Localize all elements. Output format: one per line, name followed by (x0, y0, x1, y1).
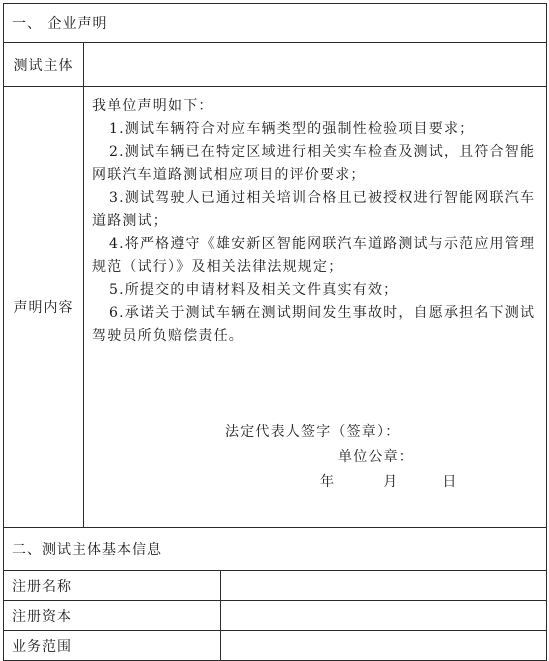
declaration-item-4: 4.将严格遵守《雄安新区智能网联汽车道路测试与示范应用管理规范（试行）》及相关法律法规规定； (92, 236, 536, 275)
business-scope-label: 业务范围 (4, 631, 221, 661)
company-seal: 单位公章： (338, 449, 414, 465)
legal-representative-signature: 法定代表人签字（签章）： (225, 424, 401, 440)
declaration-content (84, 87, 547, 528)
date-year: 年 (320, 474, 336, 490)
registered-capital-label: 注册资本 (4, 601, 221, 631)
declaration-row (4, 87, 547, 528)
declaration-item-6: 6.承诺关于测试车辆在测试期间发生事故时，自愿承担名下测试驾驶员所负赔偿责任。 (92, 305, 536, 344)
declaration-item-3: 3.测试驾驶人已通过相关培训合格且已被授权进行智能网联汽车道路测试； (92, 190, 536, 229)
registered-name-field[interactable] (221, 571, 547, 601)
declaration-item-1: 1.测试车辆符合对应车辆类型的强制性检验项目要求； (109, 121, 475, 137)
signature-date (92, 470, 542, 495)
declaration-form-table (3, 3, 547, 661)
section2-header-row (4, 528, 547, 571)
test-subject-row (4, 43, 547, 87)
declaration-intro: 我单位声明如下： (92, 98, 214, 114)
declaration-label: 声明内容 (4, 87, 84, 528)
signature-block (92, 420, 542, 495)
declaration-item-2: 2.测试车辆已在特定区域进行相关实车检查及测试，且符合智能网联汽车道路测试相应项目的评价要求； (92, 144, 536, 183)
test-subject-field[interactable] (84, 43, 547, 87)
section1-title: 一、 企业声明 (4, 4, 547, 43)
registered-capital-field[interactable] (221, 601, 547, 631)
section2-title: 二、测试主体基本信息 (4, 528, 547, 571)
business-scope-field[interactable] (221, 631, 547, 661)
section1-header-row (4, 4, 547, 43)
date-month: 月 (383, 474, 399, 490)
test-subject-label: 测试主体 (4, 43, 84, 87)
registered-name-label: 注册名称 (4, 571, 221, 601)
declaration-item-5: 5.所提交的申请材料及相关文件真实有效； (109, 282, 399, 298)
info-row-registered-capital (4, 601, 547, 631)
date-day: 日 (442, 474, 458, 490)
info-row-business-scope (4, 631, 547, 661)
info-row-registered-name (4, 571, 547, 601)
